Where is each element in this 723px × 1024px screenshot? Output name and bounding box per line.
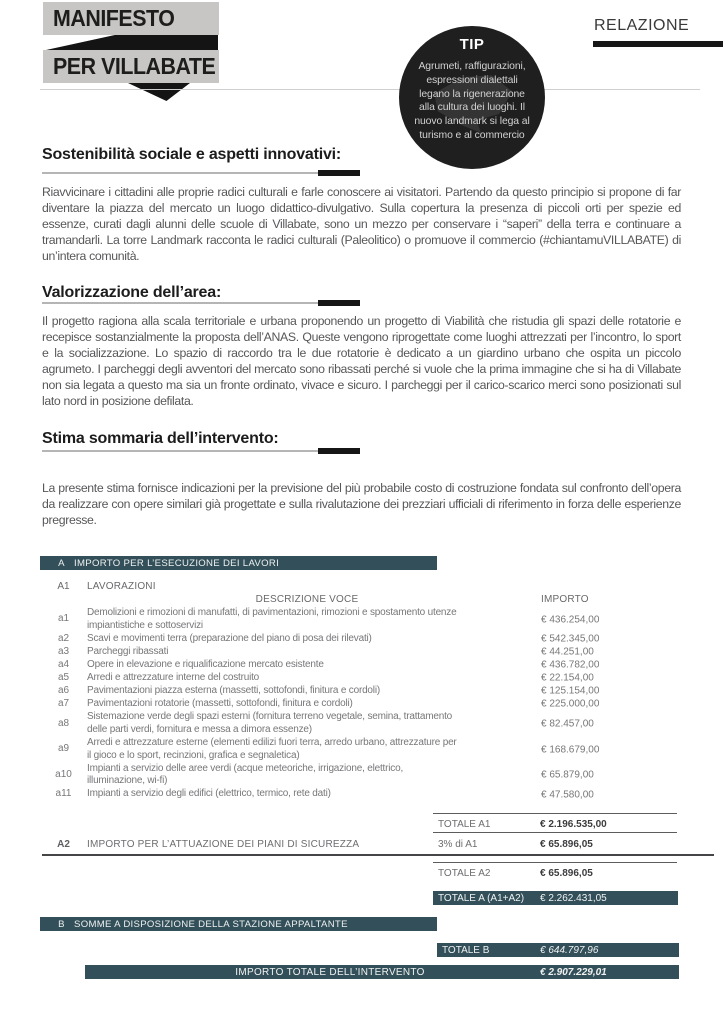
paragraph-valorizzazione: Il progetto ragiona alla scala territoriale e urbana proponendo un progetto di Viabilità che ristudia gli spazi delle rotatorie e recepisce sostanzialmente la proposta dell’ANAS. Queste vengono riprogettate come luoghi attrezzati per l’incontro, lo sport e la socializzazione. Lo spazio di raccordo tra le due rotatorie è dedicato a un giardino urbano che ospita un piccolo agrumeto. I parcheggi degli avventori del mercato sono ribassati perché si vuole che la prima immagine che si ha di Villabate non sia legata a questo ma sia un fronte ordinato, vivace e sicuro. I parcheggi per il carico-scarico merci sono posizionati sul lato nord in posizione defilata.	[42, 314, 681, 408]
ribbon-fold-shape	[46, 35, 218, 50]
grand-total-amount: € 2.907.229,01	[540, 966, 607, 978]
doc-type-underline-bar	[593, 41, 723, 47]
totale-b-bar	[437, 943, 679, 957]
ribbon-fold-tail-shape	[128, 83, 190, 101]
doc-type-label: RELAZIONE	[594, 17, 690, 34]
title-text-per-villabate: PER VILLABATE	[53, 53, 216, 79]
section-underline	[42, 450, 360, 452]
section-heading-sostenibilita: Sostenibilità sociale e aspetti innovativi:	[42, 146, 342, 163]
rule-above-totale-a1	[433, 813, 677, 814]
section-b-code: B	[58, 918, 65, 930]
table-row: a3 Parcheggi ribassati € 44.251,00	[57, 645, 594, 658]
title-ribbon-line1	[43, 2, 219, 35]
row-a2-code: A2	[57, 839, 70, 850]
table-row: a5 Arredi e attrezzature interne del costruito € 22.154,00	[57, 671, 594, 684]
title-ribbon-line2	[43, 50, 219, 83]
rule-below-totale-a1	[433, 832, 677, 833]
section-heading-valorizzazione: Valorizzazione dell’area:	[42, 284, 222, 301]
table-section-b-header	[40, 917, 437, 931]
underline-accent-tick	[318, 170, 360, 176]
row-a2-note: 3% di A1	[438, 839, 478, 850]
paragraph-stima: La presente stima fornisce indicazioni per la previsione del più probabile costo di costruzione fondata sul confronto dell’opera da realizzare con opere similari già progettate e sulla rivalutazione dei prezziari ufficiali di riferimento in forza delle esperienze pregresse.	[42, 481, 681, 527]
row-a2-amount: € 65.896,05	[540, 839, 593, 850]
table-row: a2 Scavi e movimenti terra (preparazione del piano di posa dei rilevati) € 542.345,00	[57, 632, 600, 645]
table-row: a10 Impianti a servizio delle aree verdi (acque meteoriche, irrigazione, elettrico, illuminazione, wi-fi) € 65.879,00	[55, 762, 594, 787]
totale-a2-amount: € 65.896,05	[540, 868, 593, 879]
totale-a-amount: € 2.262.431,05	[540, 892, 607, 904]
tip-title: TIP	[459, 36, 485, 53]
table-row: a8 Sistemazione verde degli spazi esterni (fornitura terreno vegetale, semina, trattamento delle parti verdi, fornitura e messa a dimora essenze) € 82.457,00	[57, 711, 594, 735]
table-row: a7 Pavimentazioni rotatorie (massetti, sottofondi, finitura e cordoli) € 225.000,00	[57, 698, 600, 710]
row-a2-description: IMPORTO PER L’ATTUAZIONE DEI PIANI DI SICUREZZA	[87, 839, 360, 850]
section-a-code: A	[58, 557, 65, 569]
table-row: a11 Impianti a servizio degli edifici (elettrico, termico, rete dati) € 47.580,00	[55, 788, 594, 801]
tip-text: Agrumeti, raffigurazioni, espressioni dialettali legano la rigenerazione alla cultura dei luoghi. Il nuovo landmark si lega al turismo e al commercio	[414, 61, 530, 142]
subsection-a1-code: A1	[57, 581, 70, 592]
grand-total-bar	[85, 965, 679, 979]
title-text-manifesto: MANIFESTO	[53, 5, 175, 31]
table-row: a9 Arredi e attrezzature esterne (elementi edilizi fuori terra, arredo urbano, attrezzature per il gioco e lo sport, recinzioni, grafica e segnaletica) € 168.679,00	[57, 736, 600, 761]
section-heading-stima: Stima sommaria dell’intervento:	[42, 430, 279, 447]
table-row: a6 Pavimentazioni piazza esterna (massetti, sottofondi, finitura e cordoli) € 125.154,00	[57, 685, 600, 697]
underline-accent-tick	[318, 448, 360, 454]
column-header-importo: IMPORTO	[541, 594, 589, 605]
totale-a1-label: TOTALE A1	[438, 819, 491, 830]
section-underline	[42, 302, 360, 304]
totale-a1-amount: € 2.196.535,00	[540, 819, 607, 830]
section-a-title: IMPORTO PER L’ESECUZIONE DEI LAVORI	[74, 557, 280, 569]
full-width-divider	[42, 854, 714, 856]
totale-b-amount: € 644.797,96	[540, 944, 599, 956]
totale-a-bar	[433, 891, 678, 905]
header-divider-line	[40, 89, 700, 90]
tip-badge	[399, 26, 545, 169]
section-underline	[42, 172, 360, 174]
section-b-title: SOMME A DISPOSIZIONE DELLA STAZIONE APPALTANTE	[74, 918, 348, 930]
table-row: a1 Demolizioni e rimozioni di manufatti, di pavimentazioni, rimozioni e spostamento utenze impiantistiche e sottoservizi € 436.254,00	[57, 607, 600, 631]
totale-a2-label: TOTALE A2	[438, 868, 491, 879]
table-row: a4 Opere in elevazione e riqualificazione mercato esistente € 436.782,00	[57, 658, 600, 671]
totale-a-label: TOTALE A (A1+A2)	[438, 892, 525, 904]
grand-total-label: IMPORTO TOTALE DELL’INTERVENTO	[235, 966, 425, 978]
subsection-a1-title: LAVORAZIONI	[87, 581, 156, 592]
rule-above-totale-a2	[433, 862, 677, 863]
table-section-a-header	[40, 556, 437, 570]
column-header-descrizione: DESCRIZIONE VOCE	[255, 594, 359, 605]
totale-b-label: TOTALE B	[442, 944, 490, 956]
subsection-a1-row	[40, 581, 156, 592]
underline-accent-tick	[318, 300, 360, 306]
works-rows-list	[40, 607, 685, 801]
paragraph-sostenibilita: Riavvicinare i cittadini alle proprie radici culturali e farle conoscere ai visitatori. Partendo da questo principio si propone di far diventare la piazza del mercato un luogo didattico-divulgativo. Sulla copertura la presenza di piccoli orti per spezie ed essenze, curati dagli alunni delle scuole di Villabate, sono un mezzo per conservare i “saperi” della terra e continuare a tramandarli. La torre Landmark racconta le radici culturali (Paleolitico) o promuove il commercio (#chiantamuVILLABATE) di un’intera comunità.	[42, 185, 681, 263]
